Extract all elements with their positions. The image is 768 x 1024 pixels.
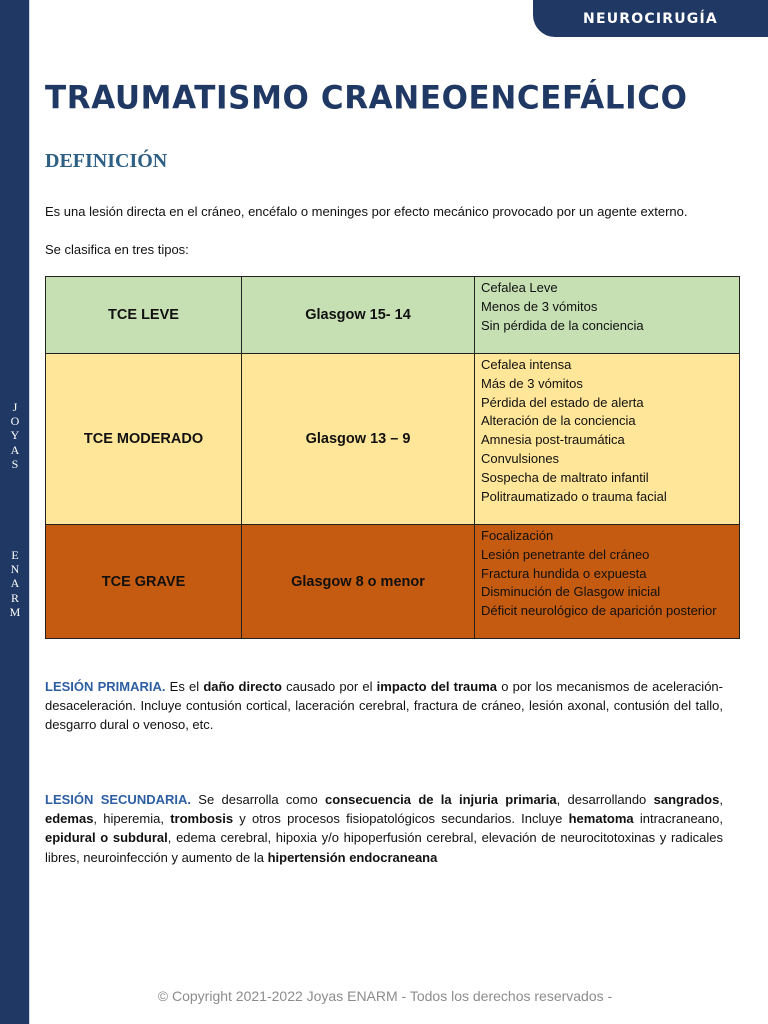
header-tab-label: NEUROCIRUGÍA <box>583 10 718 27</box>
table-cell-glasgow: Glasgow 15- 14 <box>242 277 475 354</box>
feature-item: Fractura hundida o expuesta <box>481 565 647 581</box>
text-run: causado por el <box>281 679 377 694</box>
bold-run: epidural o subdural <box>45 830 168 846</box>
feature-item: Amnesia post-traumática <box>481 432 625 448</box>
feature-item: Cefalea intensa <box>481 357 572 372</box>
feature-item: Convulsiones <box>481 450 560 466</box>
table-cell-type: TCE MODERADO <box>46 354 242 525</box>
table-cell-glasgow: Glasgow 8 o menor <box>242 525 475 639</box>
feature-item: Cefalea Leve <box>481 280 558 295</box>
bold-run: trombosis <box>170 811 234 827</box>
text-run: Es el <box>165 679 204 694</box>
table-row-tce-moderado <box>46 354 740 525</box>
feature-item: Más de 3 vómitos <box>481 375 583 391</box>
feature-item: Déficit neurológico de aparición posterior <box>481 603 717 619</box>
sidebar-letter: Y <box>10 428 20 443</box>
feature-item: Politraumatizado o trauma facial <box>481 488 667 504</box>
table-cell-features <box>475 354 740 525</box>
lesion-secundaria-label: LESIÓN SECUNDARIA. <box>45 792 191 807</box>
sidebar-letter: N <box>10 562 20 577</box>
section-heading-definicion: DEFINICIÓN <box>45 150 168 172</box>
table-cell-type: TCE GRAVE <box>46 525 242 639</box>
sidebar-letter: R <box>10 590 19 605</box>
feature-item: Sin pérdida de la conciencia <box>481 317 644 333</box>
text-run: , edema cerebral, hipoxia y/o hipoperfusión cerebral, elevación de neurocitotoxinas y radicales libres, neuroinfección y aumento de la <box>45 830 723 865</box>
bold-run: hipertensión endocraneana <box>267 849 438 865</box>
feature-item: Sospecha de maltrato infantil <box>481 469 649 485</box>
bold-run: impacto del trauma <box>376 679 498 694</box>
text-run: intracraneano, <box>633 811 723 827</box>
feature-item: Focalización <box>481 528 554 543</box>
text-run: y otros procesos fisiopatológicos secundarios. Incluye <box>233 811 569 827</box>
table-row-tce-grave <box>46 525 740 639</box>
bold-run: sangrados <box>653 792 720 807</box>
sidebar-letter: O <box>10 414 20 429</box>
bold-run: edemas <box>45 811 94 827</box>
feature-item: Pérdida del estado de alerta <box>481 394 644 410</box>
page-title: TRAUMATISMO CRANEOENCEFÁLICO <box>45 79 688 117</box>
table-cell-features <box>475 277 740 354</box>
table-cell-features <box>475 525 740 639</box>
lesion-secundaria-paragraph <box>45 790 723 867</box>
text-run: , <box>719 792 723 807</box>
sidebar-letter: A <box>10 442 20 457</box>
tce-classification-table <box>45 276 740 639</box>
text-run: , desarrollando <box>556 792 654 807</box>
definition-paragraph: Es una lesión directa en el cráneo, encéfalo o meninges por efecto mecánico provocado por un agente externo. <box>45 204 688 219</box>
bold-run: daño directo <box>203 679 282 694</box>
sidebar-vertical-text-joyas <box>0 400 30 471</box>
left-sidebar-bar <box>0 0 30 1024</box>
bold-run: consecuencia de la injuria primaria <box>325 792 557 807</box>
feature-item: Disminución de Glasgow inicial <box>481 584 661 600</box>
sidebar-letter: A <box>10 576 20 591</box>
sidebar-letter: S <box>11 456 19 471</box>
feature-item: Menos de 3 vómitos <box>481 298 598 314</box>
sidebar-letter: J <box>12 400 18 414</box>
lesion-primaria-label: LESIÓN PRIMARIA. <box>45 679 166 694</box>
feature-item: Lesión penetrante del cráneo <box>481 546 650 562</box>
copyright-footer: © Copyright 2021-2022 Joyas ENARM - Todos los derechos reservados - <box>157 988 613 1004</box>
feature-item: Alteración de la conciencia <box>481 413 636 429</box>
text-run: , hiperemia, <box>93 811 171 827</box>
bold-run: hematoma <box>568 811 634 827</box>
table-row-tce-leve <box>46 277 740 354</box>
sidebar-vertical-text-enarm <box>0 548 30 619</box>
table-cell-glasgow: Glasgow 13 – 9 <box>242 354 475 525</box>
lesion-primaria-paragraph <box>45 677 723 735</box>
sidebar-letter: M <box>9 604 21 619</box>
table-cell-type: TCE LEVE <box>46 277 242 354</box>
classification-intro: Se clasifica en tres tipos: <box>45 242 189 257</box>
text-run: o por los mecanismos de aceleración-desaceleración. Incluye contusión cortical, laceración cerebral, fractura de cráneo, lesión axonal, contusión del tallo, desgarro dural o venoso, etc. <box>45 679 723 733</box>
header-section-tab <box>533 0 768 37</box>
text-run: Se desarrolla como <box>191 792 326 807</box>
sidebar-letter: E <box>11 548 19 562</box>
